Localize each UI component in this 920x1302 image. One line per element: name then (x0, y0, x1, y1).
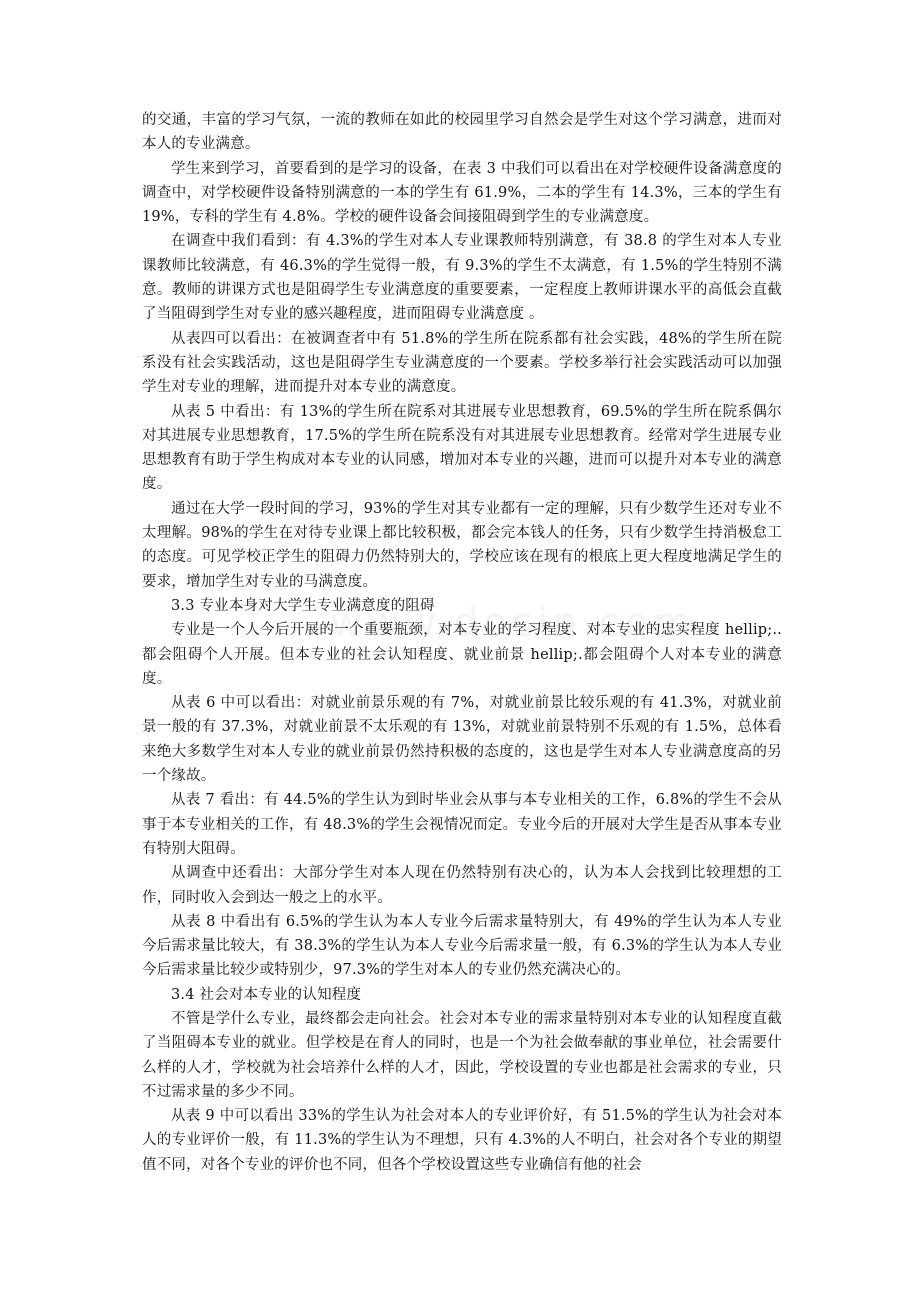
paragraph: 专业是一个人今后开展的一个重要瓶颈，对本专业的学习程度、对本专业的忠实程度 hellip;..都会阻碍个人开展。但本专业的社会认知程度、就业前景 hellip;.都会阻碍个人对本专业的满意度。 (142, 622, 782, 687)
paragraph: 不管是学什么专业，最终都会走向社会。社会对本专业的需求量特别对本专业的认知程度直截了当阻碍本专业的就业。但学校是在育人的同时，也是一个为社会做奉献的事业单位，社会需要什么样的人才，学校就为社会培养什么样的人才，因此，学校设置的专业也都是社会需求的专业，只不过需求量的多少不同。 (142, 1010, 782, 1100)
paragraph: 从调查中还看出：大部分学生对本人现在仍然特别有决心的，认为本人会找到比较理想的工作，同时收入会到达一般之上的水平。 (142, 865, 782, 906)
section-heading: 3.4 社会对本专业的认知程度 (171, 986, 362, 1003)
paragraph: 从表 7 看出：有 44.5%的学生认为到时毕业会从事与本专业相关的工作，6.8%的学生不会从事于本专业相关的工作，有 48.3%的学生会视情况而定。专业今后的开展对大学生是否从事本专业有特别大阻碍。 (142, 792, 782, 857)
paragraph: 的交通，丰富的学习气氛，一流的教师在如此的校园里学习自然会是学生对这个学习满意，进而对本人的专业满意。 (142, 112, 782, 153)
paragraph: 从表四可以看出：在被调查者中有 51.8%的学生所在院系都有社会实践，48%的学生所在院系没有社会实践活动，这也是阻碍学生专业满意度的一个要素。学校多举行社会实践活动可以加强学生对专业的理解，进而提升对本专业的满意度。 (142, 330, 782, 396)
paragraph: 学生来到学习，首要看到的是学习的设备，在表 3 中我们可以看出在对学校硬件设备满意度的调查中，对学校硬件设备特别满意的一本的学生有 61.9%，二本的学生有 14.3%，三本的学生有 19%，专科的学生有 4.8%。学校的硬件设备会间接阻碍到学生的专业满意度。 (142, 160, 782, 226)
section-heading: 3.3 专业本身对大学生专业满意度的阻碍 (171, 597, 435, 614)
paragraph: 从表 5 中看出：有 13%的学生所在院系对其进展专业思想教育，69.5%的学生所在院系偶尔对其进展专业思想教育，17.5%的学生所在院系没有对其进展专业思想教育。经常对学生进展专业思想教育有助于学生构成对本专业的认同感，增加对本专业的兴趣，进而可以提升对本专业的满意度。 (142, 403, 782, 493)
paragraph: 从表 6 中可以看出：对就业前景乐观的有 7%，对就业前景比较乐观的有 41.3%，对就业前景一般的有 37.3%，对就业前景不太乐观的有 13%，对就业前景特别不乐观的有 1.5%，总体看来绝大多数学生对本人专业的就业前景仍然持积极的态度的，这也是学生对本人专业满意度高的另一个缘故。 (142, 695, 782, 785)
document-page (142, 108, 782, 1177)
paragraph: 通过在大学一段时间的学习，93%的学生对其专业都有一定的理解，只有少数学生还对专业不太理解。98%的学生在对待专业课上都比较积极，都会完本钱人的任务，只有少数学生持消极怠工的态度。可见学校正学生的阻碍力仍然特别大的，学校应该在现有的根底上更大程度地满足学生的要求，增加学生对专业的马满意度。 (142, 500, 782, 590)
paragraph: 从表 8 中看出有 6.5%的学生认为本人专业今后需求量特别大，有 49%的学生认为本人专业今后需求量比较大，有 38.3%的学生认为本人专业今后需求量一般，有 6.3%的学生认为本人专业今后需求量比较少或特别少，97.3%的学生对本人的专业仍然充满决心的。 (142, 913, 782, 979)
paragraph: 在调查中我们看到：有 4.3%的学生对本人专业课教师特别满意，有 38.8 的学生对本人专业课教师比较满意，有 46.3%的学生觉得一般，有 9.3%的学生不太满意，有 1.5%的学生特别不满意。教师的讲课方式也是阻碍学生专业满意度的重要要素，一定程度上教师讲课水平的高低会直截了当阻碍到学生对专业的感兴趣程度，进而阻碍专业满意度 。 (142, 233, 782, 323)
paragraph: 从表 9 中可以看出 33%的学生认为社会对本人的专业评价好，有 51.5%的学生认为社会对本人的专业评价一般，有 11.3%的学生认为不理想，只有 4.3%的人不明白，社会对各个专业的期望值不同，对各个专业的评价也不同，但各个学校设置这些专业确信有他的社会 (142, 1108, 782, 1173)
